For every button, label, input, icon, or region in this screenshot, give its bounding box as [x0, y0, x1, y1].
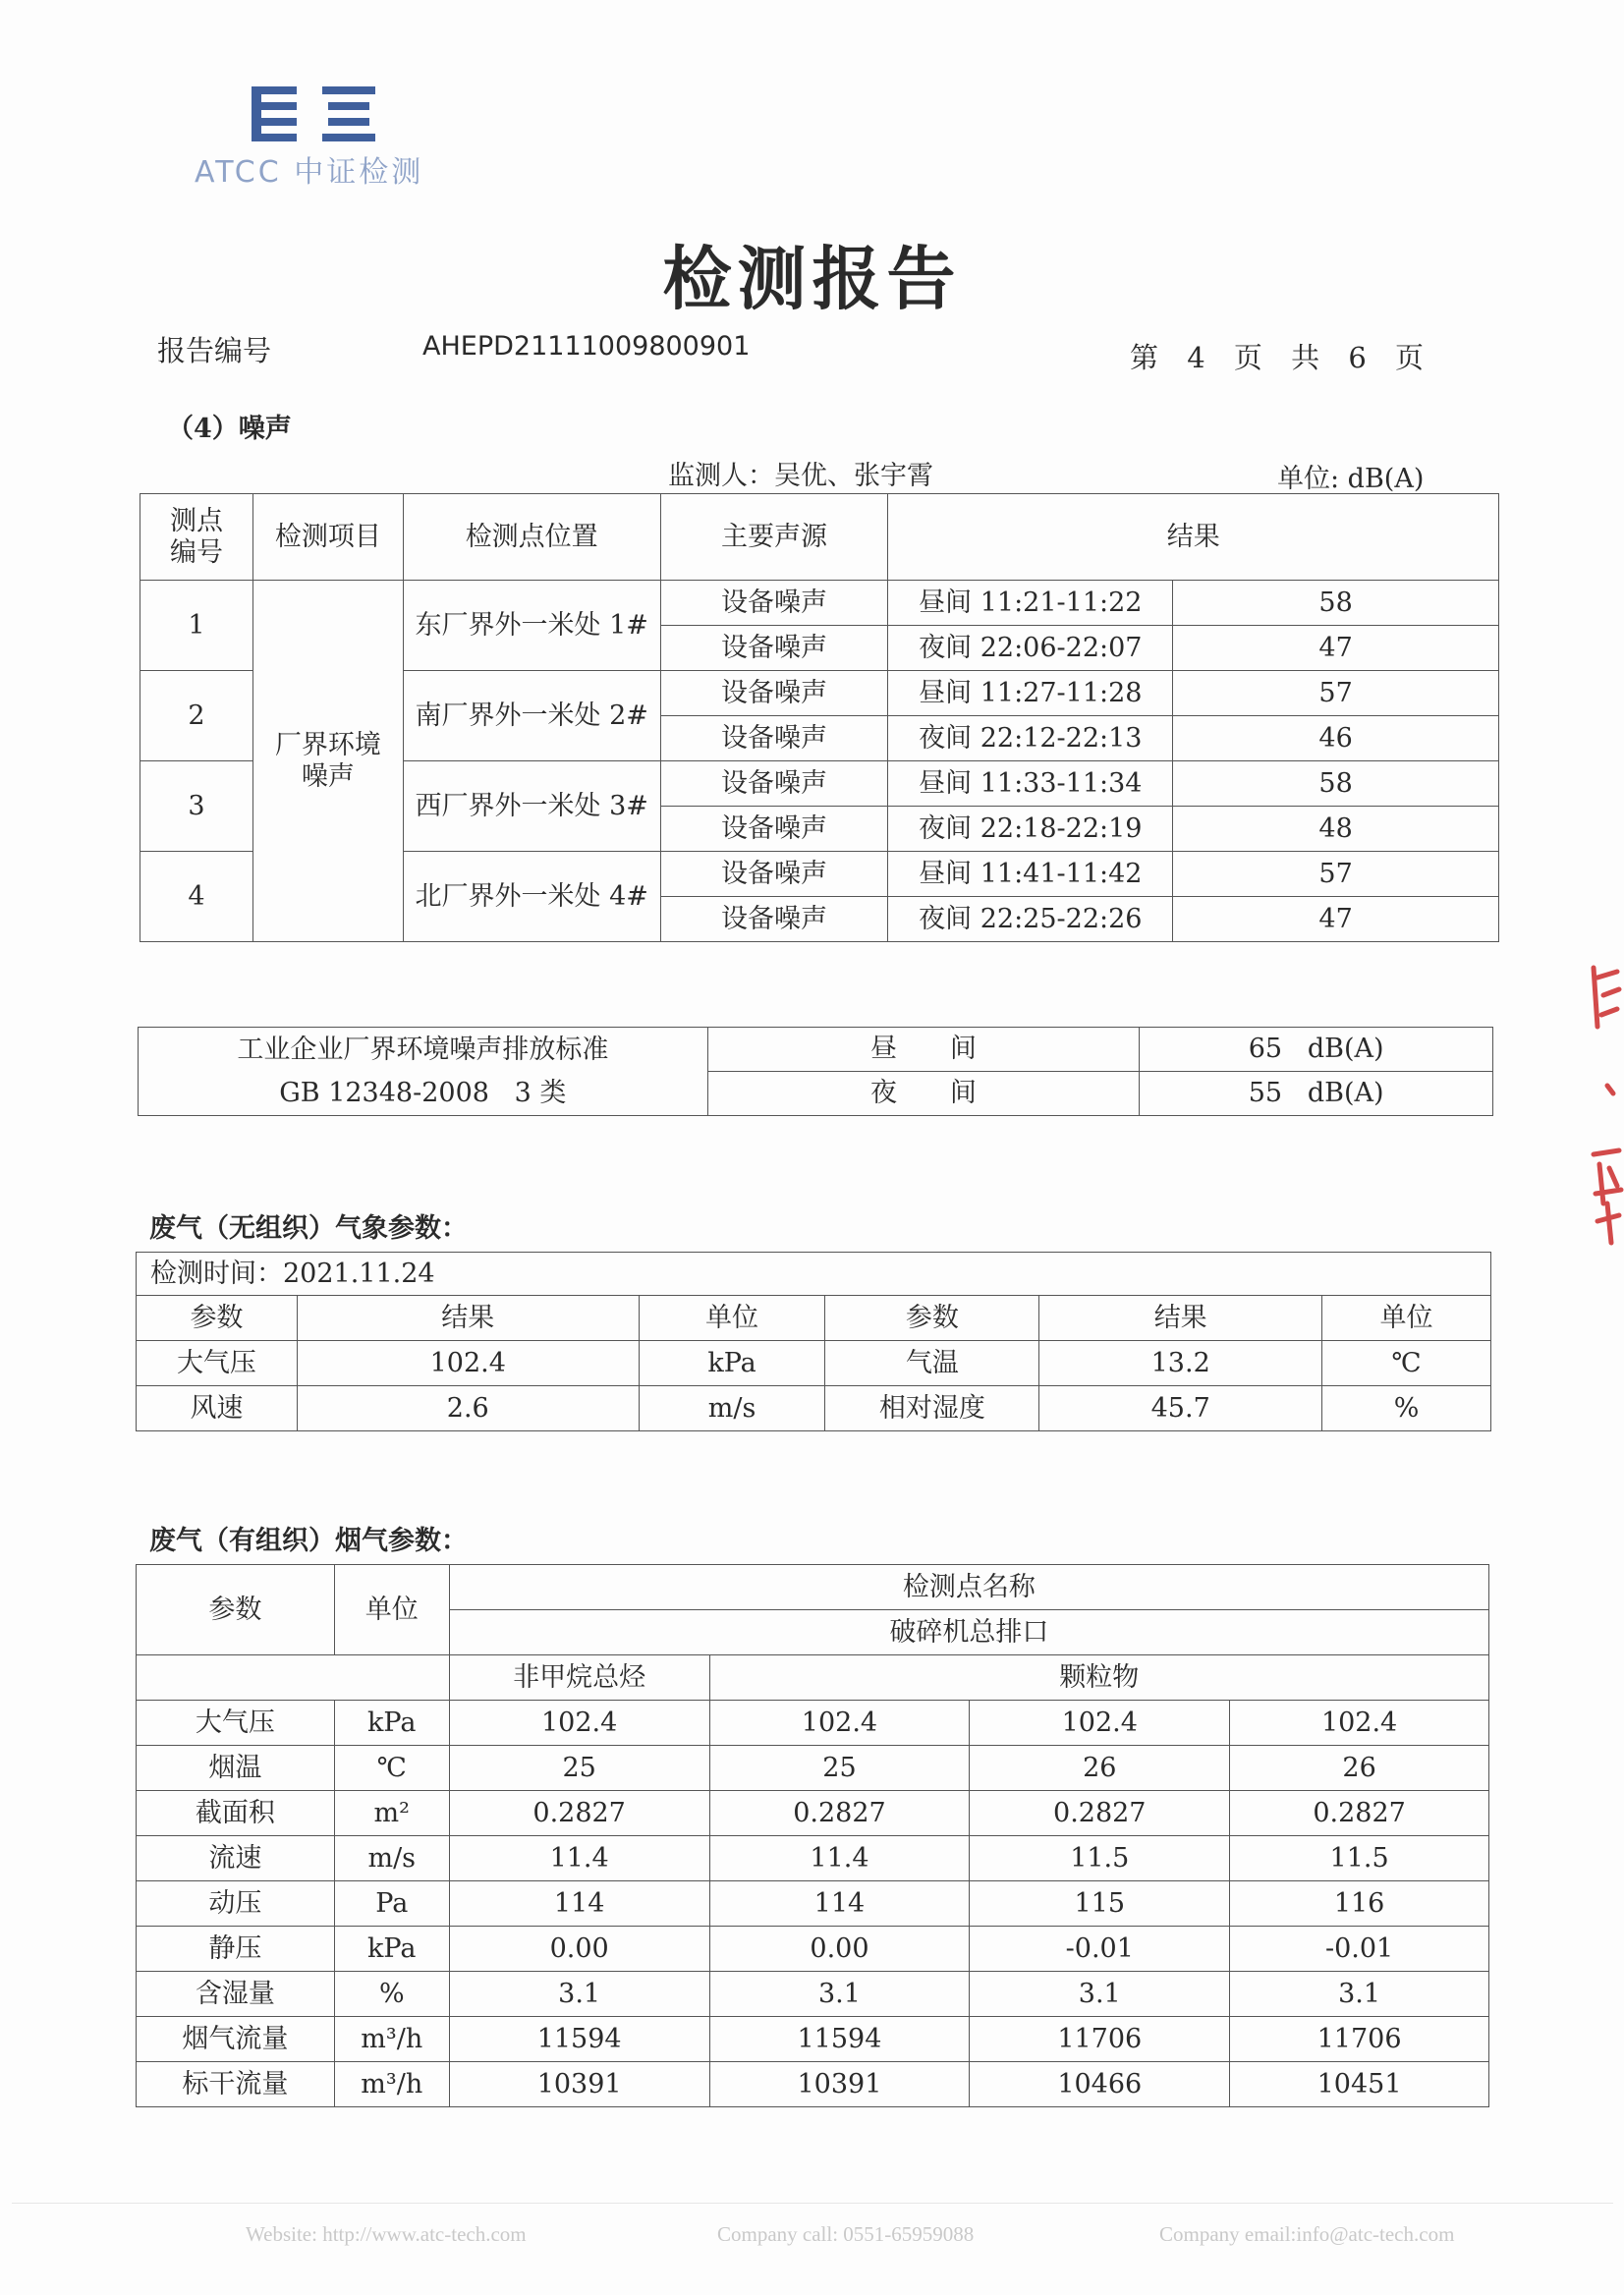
- time: 昼间 11:21-11:22: [888, 581, 1173, 626]
- header-source: 主要声源: [660, 494, 888, 581]
- weather-cell: 45.7: [1039, 1386, 1322, 1431]
- flue-value: -0.01: [970, 1927, 1230, 1972]
- flue-param: 含湿量: [137, 1972, 335, 2017]
- noise-section-title: （4）噪声: [167, 414, 292, 444]
- flue-row: [137, 1791, 1489, 1836]
- logo-text: ATCC 中证检测: [195, 155, 424, 190]
- flue-value: 10466: [970, 2062, 1230, 2107]
- flue-value: 25: [709, 1746, 970, 1791]
- weather-cell: 2.6: [297, 1386, 639, 1431]
- col-particulate: 颗粒物: [709, 1655, 1488, 1701]
- night-label: 夜 间: [707, 1072, 1140, 1116]
- header-param: 参数: [825, 1296, 1039, 1341]
- flue-value: 3.1: [449, 1972, 709, 2017]
- flue-value: 3.1: [709, 1972, 970, 2017]
- flue-value: 102.4: [1230, 1701, 1489, 1746]
- weather-cell: 风速: [137, 1386, 298, 1431]
- flue-value: 10451: [1230, 2062, 1489, 2107]
- flue-unit: kPa: [334, 1927, 449, 1972]
- source: 设备噪声: [660, 852, 888, 897]
- flue-value: -0.01: [1230, 1927, 1489, 1972]
- flue-unit: %: [334, 1972, 449, 2017]
- weather-cell: 气温: [825, 1341, 1039, 1386]
- time: 夜间 22:06-22:07: [888, 626, 1173, 671]
- flue-value: 10391: [449, 2062, 709, 2107]
- weather-time: 检测时间：2021.11.24: [137, 1253, 1491, 1296]
- standard-code: GB 12348-2008 3 类: [279, 1077, 567, 1108]
- time: 夜间 22:18-22:19: [888, 807, 1173, 852]
- flue-row: [137, 1881, 1489, 1927]
- header-result: 结果: [1039, 1296, 1322, 1341]
- day-label: 昼 间: [707, 1028, 1140, 1072]
- header-item: 检测项目: [252, 494, 403, 581]
- flue-value: 102.4: [449, 1701, 709, 1746]
- location: 西厂界外一米处 3#: [403, 761, 660, 852]
- item-name: 厂界环境 噪声: [252, 581, 403, 942]
- page-indicator: 第 4 页 共 6 页: [1130, 341, 1424, 374]
- flue-param: 标干流量: [137, 2062, 335, 2107]
- flue-param: 烟温: [137, 1746, 335, 1791]
- flue-value: 10391: [709, 2062, 970, 2107]
- flue-value: 11594: [709, 2017, 970, 2062]
- header-location: 检测点位置: [403, 494, 660, 581]
- weather-table: [136, 1252, 1491, 1431]
- point-no: 2: [140, 671, 253, 761]
- time: 昼间 11:41-11:42: [888, 852, 1173, 897]
- source: 设备噪声: [660, 807, 888, 852]
- standard-name: 工业企业厂界环境噪声排放标准: [237, 1035, 609, 1066]
- weather-section-title: 废气（无组织）气象参数：: [149, 1213, 468, 1244]
- value: 47: [1173, 897, 1499, 942]
- flue-param: 烟气流量: [137, 2017, 335, 2062]
- source: 设备噪声: [660, 761, 888, 807]
- flue-value: 3.1: [970, 1972, 1230, 2017]
- header-unit: 单位: [639, 1296, 825, 1341]
- flue-value: 0.2827: [449, 1791, 709, 1836]
- flue-value: 26: [1230, 1746, 1489, 1791]
- location: 东厂界外一米处 1#: [403, 581, 660, 671]
- flue-unit: Pa: [334, 1881, 449, 1927]
- flue-value: 11.5: [1230, 1836, 1489, 1881]
- flue-param: 大气压: [137, 1701, 335, 1746]
- value: 57: [1173, 852, 1499, 897]
- flue-value: 116: [1230, 1881, 1489, 1927]
- weather-cell: %: [1322, 1386, 1491, 1431]
- value: 46: [1173, 716, 1499, 761]
- point-no: 1: [140, 581, 253, 671]
- point-no: 3: [140, 761, 253, 852]
- flue-unit: kPa: [334, 1701, 449, 1746]
- time: 昼间 11:33-11:34: [888, 761, 1173, 807]
- point-no: 4: [140, 852, 253, 942]
- red-seal-icon: [1584, 958, 1624, 1272]
- source: 设备噪声: [660, 716, 888, 761]
- flue-value: 114: [449, 1881, 709, 1927]
- header-point-no: 测点 编号: [140, 494, 253, 581]
- flue-row: [137, 1927, 1489, 1972]
- time: 夜间 22:25-22:26: [888, 897, 1173, 942]
- header-result: 结果: [297, 1296, 639, 1341]
- flue-value: 11.4: [449, 1836, 709, 1881]
- report-no-label: 报告编号: [157, 334, 272, 367]
- flue-unit: m²: [334, 1791, 449, 1836]
- value: 47: [1173, 626, 1499, 671]
- header-unit: 单位: [334, 1565, 449, 1655]
- flue-value: 102.4: [970, 1701, 1230, 1746]
- header-point-name: 检测点名称: [449, 1565, 1488, 1610]
- noise-monitors: 监测人：吴优、张宇霄: [668, 461, 933, 491]
- flue-value: 115: [970, 1881, 1230, 1927]
- standard-table: [138, 1027, 1493, 1116]
- flue-value: 11594: [449, 2017, 709, 2062]
- standard-name-cell: [139, 1028, 708, 1116]
- source: 设备噪声: [660, 626, 888, 671]
- source: 设备噪声: [660, 671, 888, 716]
- weather-cell: 13.2: [1039, 1341, 1322, 1386]
- location: 北厂界外一米处 4#: [403, 852, 660, 942]
- noise-unit: 单位: dB(A): [1277, 464, 1425, 494]
- page-title: 检测报告: [662, 238, 962, 319]
- point-name: 破碎机总排口: [449, 1610, 1488, 1655]
- night-limit: 55 dB(A): [1140, 1072, 1493, 1116]
- flue-row: [137, 2017, 1489, 2062]
- flue-section-title: 废气（有组织）烟气参数：: [149, 1526, 468, 1556]
- flue-row: [137, 2062, 1489, 2107]
- atcc-logo-icon: [252, 86, 375, 141]
- footer-divider: [12, 2203, 1613, 2204]
- value: 48: [1173, 807, 1499, 852]
- weather-cell: ℃: [1322, 1341, 1491, 1386]
- header-result: 结果: [888, 494, 1499, 581]
- flue-value: 25: [449, 1746, 709, 1791]
- header-unit: 单位: [1322, 1296, 1491, 1341]
- footer-email: Company email:info@atc-tech.com: [1159, 2222, 1455, 2246]
- day-limit: 65 dB(A): [1140, 1028, 1493, 1072]
- flue-value: 11706: [1230, 2017, 1489, 2062]
- flue-value: 0.00: [709, 1927, 970, 1972]
- weather-cell: 大气压: [137, 1341, 298, 1386]
- value: 58: [1173, 761, 1499, 807]
- time: 夜间 22:12-22:13: [888, 716, 1173, 761]
- blank-cell: [137, 1655, 450, 1701]
- value: 58: [1173, 581, 1499, 626]
- col-nmhc: 非甲烷总烃: [449, 1655, 709, 1701]
- source: 设备噪声: [660, 581, 888, 626]
- report-no: AHEPD21111009800901: [422, 331, 751, 362]
- footer-website: Website: http://www.atc-tech.com: [246, 2222, 527, 2246]
- flue-value: 0.2827: [1230, 1791, 1489, 1836]
- flue-param: 静压: [137, 1927, 335, 1972]
- flue-row: [137, 1746, 1489, 1791]
- flue-value: 11706: [970, 2017, 1230, 2062]
- flue-param: 流速: [137, 1836, 335, 1881]
- time: 昼间 11:27-11:28: [888, 671, 1173, 716]
- flue-value: 0.00: [449, 1927, 709, 1972]
- flue-row: [137, 1836, 1489, 1881]
- weather-cell: m/s: [639, 1386, 825, 1431]
- flue-value: 11.5: [970, 1836, 1230, 1881]
- flue-value: 0.2827: [970, 1791, 1230, 1836]
- flue-value: 102.4: [709, 1701, 970, 1746]
- flue-value: 114: [709, 1881, 970, 1927]
- flue-value: 11.4: [709, 1836, 970, 1881]
- header-param: 参数: [137, 1565, 335, 1655]
- flue-value: 26: [970, 1746, 1230, 1791]
- flue-param: 动压: [137, 1881, 335, 1927]
- flue-row: [137, 1701, 1489, 1746]
- weather-cell: kPa: [639, 1341, 825, 1386]
- source: 设备噪声: [660, 897, 888, 942]
- flue-param: 截面积: [137, 1791, 335, 1836]
- weather-cell: 102.4: [297, 1341, 639, 1386]
- flue-unit: m³/h: [334, 2062, 449, 2107]
- flue-row: [137, 1972, 1489, 2017]
- flue-table: [136, 1564, 1489, 2107]
- flue-unit: m³/h: [334, 2017, 449, 2062]
- flue-value: 0.2827: [709, 1791, 970, 1836]
- weather-cell: 相对湿度: [825, 1386, 1039, 1431]
- flue-unit: m/s: [334, 1836, 449, 1881]
- footer-phone: Company call: 0551-65959088: [717, 2222, 975, 2246]
- header-param: 参数: [137, 1296, 298, 1341]
- value: 57: [1173, 671, 1499, 716]
- flue-unit: ℃: [334, 1746, 449, 1791]
- noise-table: [140, 493, 1499, 942]
- location: 南厂界外一米处 2#: [403, 671, 660, 761]
- flue-value: 3.1: [1230, 1972, 1489, 2017]
